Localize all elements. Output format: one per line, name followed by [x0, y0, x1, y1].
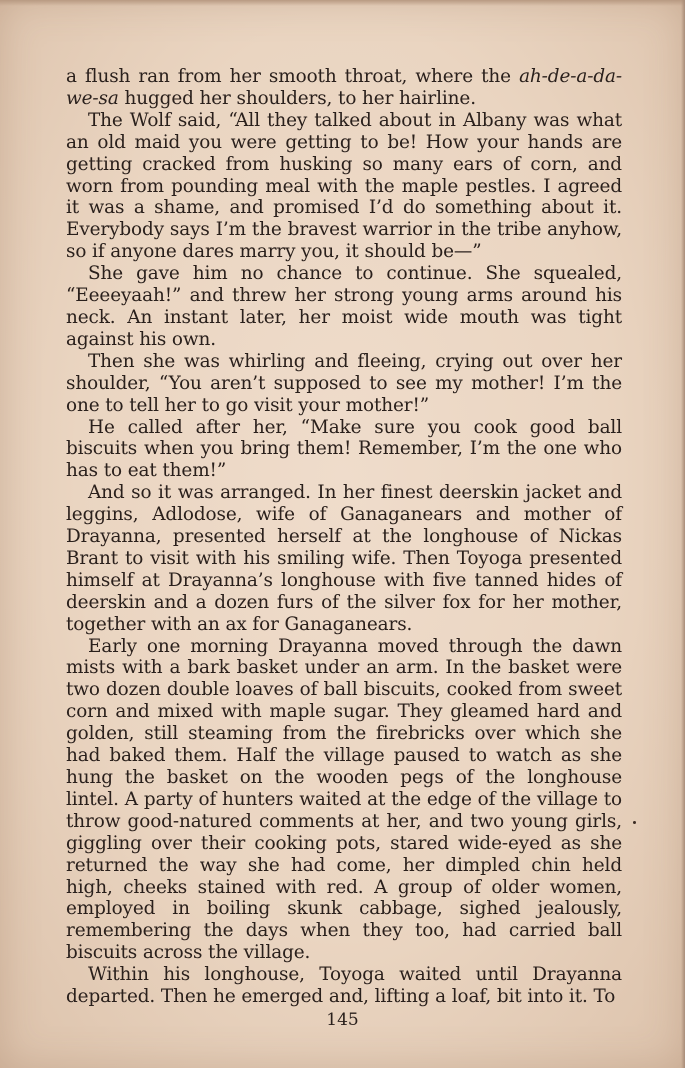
- ink-speck: [633, 821, 636, 824]
- italic-term: ah-de-a-da-we-sa: [66, 66, 622, 109]
- paragraph: Within his longhouse, Toyoga waited until Drayanna departed. Then he emerged and, lifting a loaf, bit into it. To: [66, 964, 622, 1008]
- paragraph: And so it was arranged. In her finest deerskin jacket and leggins, Adlodose, wife of Ganaganears and mother of Drayanna, presented herself at the longhouse of Nickas Brant to visit with his smiling wife. Then Toyoga presented himself at Drayanna’s longhouse with five tanned hides of deerskin and a dozen furs of the silver fox for her mother, together with an ax for Ganaganears.: [66, 482, 622, 635]
- paragraph: Early one morning Drayanna moved through the dawn mists with a bark basket under an arm. In the basket were two dozen double loaves of ball biscuits, cooked from sweet corn and mixed with maple sugar. They gleamed hard and golden, still steaming from the firebricks over which she had baked them. Half the village paused to watch as she hung the basket on the wooden pegs of the longhouse lintel. A party of hunters waited at the edge of the village to throw good-natured comments at her, and two young girls, giggling over their cooking pots, stared wide-eyed as she returned the way she had come, her dimpled chin held high, cheeks stained with red. A group of older women, employed in boiling skunk cabbage, sighed jealously, remembering the days when they too, had carried ball biscuits across the village.: [66, 635, 622, 964]
- page-number: 145: [326, 1010, 359, 1030]
- paragraph: She gave him no chance to continue. She squealed, “Eeeeyaah!” and threw her strong young arms around his neck. An instant later, her moist wide mouth was tight against his own.: [66, 263, 622, 350]
- paragraph: The Wolf said, “All they talked about in Albany was what an old maid you were getting to be! How your hands are getting cracked from husking so many ears of corn, and worn from pounding meal with the maple pestles. I agreed it was a shame, and promised I’d do something about it. Everybody says I’m the bravest warrior in the tribe anyhow, so if anyone dares marry you, it should be—”: [66, 109, 622, 263]
- paragraph: Then she was whirling and fleeing, crying out over her shoulder, “You aren’t supposed to see my mother! I’m the one to tell her to go visit your mother!”: [66, 350, 622, 416]
- paragraph: a flush ran from her smooth throat, where the ah-de-a-da-we-sa hugged her shoulders, to her hairline.: [66, 66, 622, 109]
- paragraph: He called after her, “Make sure you cook good ball biscuits when you bring them! Remember, I’m the one who has to eat them!”: [66, 416, 622, 482]
- page-right-edge: [681, 0, 685, 1068]
- page-top-edge: [0, 0, 685, 6]
- body-text: [66, 66, 622, 1008]
